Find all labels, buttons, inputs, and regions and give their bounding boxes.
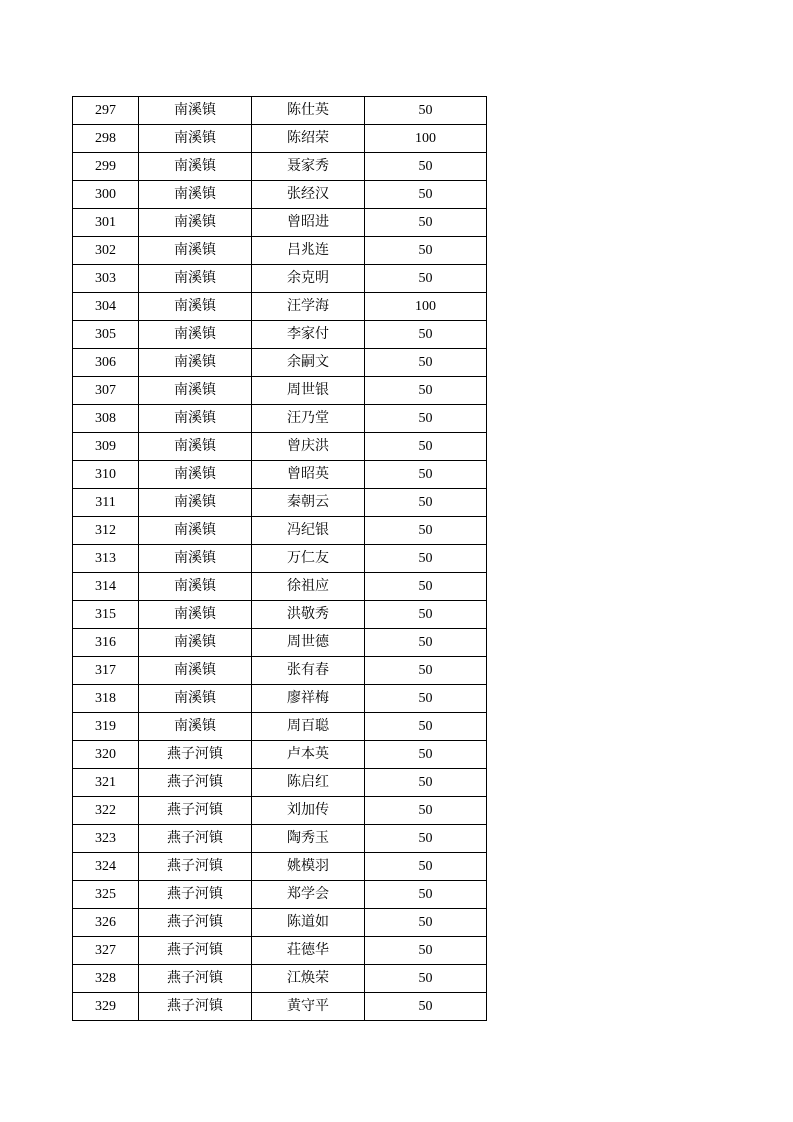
table-row [73,125,487,153]
table-row [73,797,487,825]
name-cell: 周世银 [252,377,365,405]
amount-cell: 50 [365,601,487,629]
row-number-cell: 298 [73,125,139,153]
table-row [73,405,487,433]
name-cell: 吕兆连 [252,237,365,265]
name-cell: 陈绍荣 [252,125,365,153]
amount-cell: 50 [365,909,487,937]
table-row [73,769,487,797]
table-row [73,293,487,321]
name-cell: 曾昭英 [252,461,365,489]
row-number-cell: 316 [73,629,139,657]
town-cell: 南溪镇 [139,377,252,405]
town-cell: 燕子河镇 [139,853,252,881]
town-cell: 南溪镇 [139,153,252,181]
town-cell: 燕子河镇 [139,881,252,909]
amount-cell: 50 [365,797,487,825]
row-number-cell: 318 [73,685,139,713]
amount-cell: 50 [365,321,487,349]
name-cell: 陈仕英 [252,97,365,125]
table-row [73,545,487,573]
row-number-cell: 325 [73,881,139,909]
row-number-cell: 317 [73,657,139,685]
amount-cell: 50 [365,265,487,293]
town-cell: 南溪镇 [139,209,252,237]
name-cell: 卢本英 [252,741,365,769]
table-row [73,321,487,349]
table-row [73,629,487,657]
amount-cell: 50 [365,713,487,741]
amount-cell: 50 [365,657,487,685]
table-row [73,993,487,1021]
table-row [73,909,487,937]
row-number-cell: 328 [73,965,139,993]
amount-cell: 50 [365,181,487,209]
town-cell: 燕子河镇 [139,937,252,965]
amount-cell: 50 [365,825,487,853]
row-number-cell: 308 [73,405,139,433]
amount-cell: 50 [365,461,487,489]
town-cell: 燕子河镇 [139,993,252,1021]
amount-cell: 50 [365,489,487,517]
row-number-cell: 321 [73,769,139,797]
town-cell: 南溪镇 [139,517,252,545]
name-cell: 陈道如 [252,909,365,937]
table-row [73,853,487,881]
row-number-cell: 311 [73,489,139,517]
amount-cell: 100 [365,125,487,153]
amount-cell: 50 [365,209,487,237]
amount-cell: 50 [365,237,487,265]
row-number-cell: 322 [73,797,139,825]
amount-cell: 50 [365,853,487,881]
amount-cell: 50 [365,349,487,377]
table-row [73,573,487,601]
town-cell: 南溪镇 [139,265,252,293]
row-number-cell: 303 [73,265,139,293]
town-cell: 燕子河镇 [139,825,252,853]
name-cell: 曾庆洪 [252,433,365,461]
row-number-cell: 307 [73,377,139,405]
table-row [73,209,487,237]
table-row [73,937,487,965]
table-row [73,657,487,685]
town-cell: 南溪镇 [139,181,252,209]
row-number-cell: 309 [73,433,139,461]
town-cell: 南溪镇 [139,657,252,685]
town-cell: 南溪镇 [139,293,252,321]
name-cell: 洪敬秀 [252,601,365,629]
table-row [73,461,487,489]
table-row [73,685,487,713]
row-number-cell: 329 [73,993,139,1021]
town-cell: 燕子河镇 [139,965,252,993]
table-row [73,601,487,629]
town-cell: 燕子河镇 [139,769,252,797]
name-cell: 郑学会 [252,881,365,909]
name-cell: 姚模羽 [252,853,365,881]
row-number-cell: 306 [73,349,139,377]
row-number-cell: 323 [73,825,139,853]
name-cell: 廖祥梅 [252,685,365,713]
amount-cell: 50 [365,685,487,713]
town-cell: 南溪镇 [139,237,252,265]
table-row [73,825,487,853]
row-number-cell: 300 [73,181,139,209]
table-row [73,349,487,377]
amount-cell: 50 [365,965,487,993]
town-cell: 南溪镇 [139,629,252,657]
name-cell: 荘德华 [252,937,365,965]
table-row [73,741,487,769]
row-number-cell: 326 [73,909,139,937]
data-table [72,96,487,1021]
row-number-cell: 304 [73,293,139,321]
row-number-cell: 320 [73,741,139,769]
name-cell: 冯纪银 [252,517,365,545]
table-row [73,713,487,741]
town-cell: 南溪镇 [139,433,252,461]
town-cell: 燕子河镇 [139,797,252,825]
name-cell: 李家付 [252,321,365,349]
name-cell: 陶秀玉 [252,825,365,853]
row-number-cell: 301 [73,209,139,237]
town-cell: 南溪镇 [139,545,252,573]
name-cell: 周世德 [252,629,365,657]
table-row [73,237,487,265]
amount-cell: 50 [365,545,487,573]
name-cell: 周百聪 [252,713,365,741]
table-row [73,153,487,181]
row-number-cell: 313 [73,545,139,573]
name-cell: 张经汉 [252,181,365,209]
town-cell: 南溪镇 [139,489,252,517]
amount-cell: 50 [365,881,487,909]
town-cell: 南溪镇 [139,713,252,741]
amount-cell: 50 [365,769,487,797]
table-row [73,881,487,909]
name-cell: 徐祖应 [252,573,365,601]
town-cell: 南溪镇 [139,573,252,601]
amount-cell: 50 [365,405,487,433]
name-cell: 江焕荣 [252,965,365,993]
name-cell: 万仁友 [252,545,365,573]
amount-cell: 50 [365,377,487,405]
name-cell: 余克明 [252,265,365,293]
row-number-cell: 302 [73,237,139,265]
amount-cell: 50 [365,573,487,601]
row-number-cell: 299 [73,153,139,181]
row-number-cell: 305 [73,321,139,349]
row-number-cell: 319 [73,713,139,741]
table-row [73,181,487,209]
amount-cell: 50 [365,629,487,657]
name-cell: 余嗣文 [252,349,365,377]
table-row [73,433,487,461]
town-cell: 南溪镇 [139,349,252,377]
amount-cell: 50 [365,97,487,125]
town-cell: 南溪镇 [139,405,252,433]
name-cell: 汪乃堂 [252,405,365,433]
amount-cell: 50 [365,937,487,965]
table-row [73,97,487,125]
town-cell: 南溪镇 [139,321,252,349]
name-cell: 秦朝云 [252,489,365,517]
town-cell: 南溪镇 [139,685,252,713]
row-number-cell: 327 [73,937,139,965]
town-cell: 燕子河镇 [139,741,252,769]
town-cell: 南溪镇 [139,461,252,489]
name-cell: 汪学海 [252,293,365,321]
town-cell: 南溪镇 [139,125,252,153]
amount-cell: 50 [365,517,487,545]
amount-cell: 50 [365,993,487,1021]
row-number-cell: 310 [73,461,139,489]
amount-cell: 100 [365,293,487,321]
table-body [73,97,487,1021]
table-row [73,489,487,517]
amount-cell: 50 [365,433,487,461]
name-cell: 聂家秀 [252,153,365,181]
table-row [73,965,487,993]
table-row [73,517,487,545]
name-cell: 张有春 [252,657,365,685]
name-cell: 刘加传 [252,797,365,825]
town-cell: 南溪镇 [139,97,252,125]
town-cell: 燕子河镇 [139,909,252,937]
table-row [73,265,487,293]
name-cell: 黄守平 [252,993,365,1021]
row-number-cell: 314 [73,573,139,601]
row-number-cell: 312 [73,517,139,545]
name-cell: 曾昭进 [252,209,365,237]
row-number-cell: 297 [73,97,139,125]
row-number-cell: 315 [73,601,139,629]
amount-cell: 50 [365,741,487,769]
table-row [73,377,487,405]
name-cell: 陈启红 [252,769,365,797]
town-cell: 南溪镇 [139,601,252,629]
row-number-cell: 324 [73,853,139,881]
amount-cell: 50 [365,153,487,181]
